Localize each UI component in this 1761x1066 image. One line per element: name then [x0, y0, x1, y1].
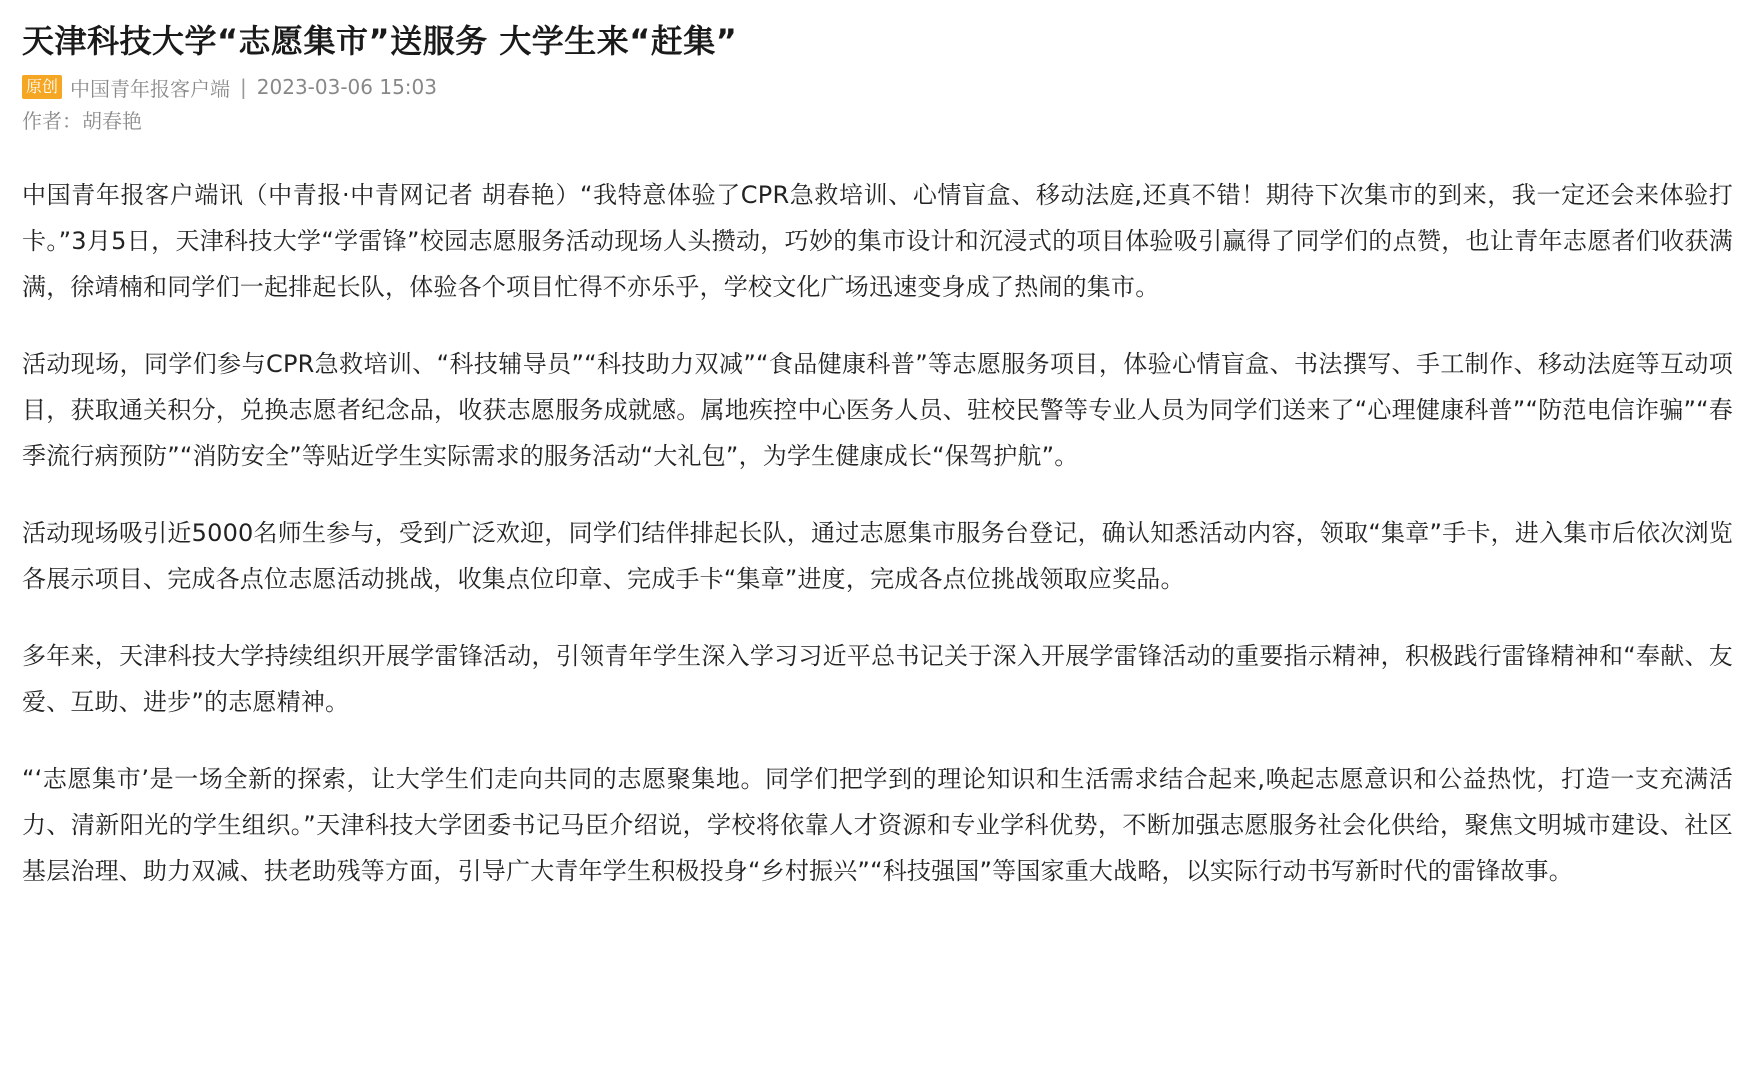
original-badge: 原创 — [22, 75, 62, 99]
article-paragraph: “‘志愿集市’是一场全新的探索，让大学生们走向共同的志愿聚集地。同学们把学到的理论知识和生活需求结合起来,唤起志愿意识和公益热忱，打造一支充满活力、清新阳光的学生组织。”天津科技大学团委书记马臣介绍说，学校将依靠人才资源和专业学科优势，不断加强志愿服务社会化供给，聚焦文明城市建设、社区基层治理、助力双减、扶老助残等方面，引导广大青年学生积极投身“乡村振兴”“科技强国”等国家重大战略，以实际行动书写新时代的雷锋故事。 — [22, 765, 1733, 885]
article-title: 天津科技大学“志愿集市”送服务 大学生来“赶集” — [22, 22, 738, 60]
article-paragraph: 活动现场，同学们参与CPR急救培训、“科技辅导员”“科技助力双减”“食品健康科普”等志愿服务项目，体验心情盲盒、书法撰写、手工制作、移动法庭等互动项目，获取通关积分，兑换志愿者纪念品，收获志愿服务成就感。属地疾控中心医务人员、驻校民警等专业人员为同学们送来了“心理健康科普”“防范电信诈骗”“春季流行病预防”“消防安全”等贴近学生实际需求的服务活动“大礼包”，为学生健康成长“保驾护航”。 — [22, 350, 1733, 470]
author-name: 胡春艳 — [82, 109, 142, 133]
article-author — [22, 104, 1733, 138]
article-meta — [22, 70, 1733, 104]
article-paragraph: 中国青年报客户端讯（中青报·中青网记者 胡春艳）“我特意体验了CPR急救培训、心情盲盒、移动法庭,还真不错！期待下次集市的到来，我一定还会来体验打卡。”3月5日，天津科技大学“学雷锋”校园志愿服务活动现场人头攒动，巧妙的集市设计和沉浸式的项目体验吸引赢得了同学们的点赞，也让青年志愿者们收获满满，徐靖楠和同学们一起排起长队，体验各个项目忙得不亦乐乎，学校文化广场迅速变身成了热闹的集市。 — [22, 181, 1733, 301]
source-link[interactable]: 中国青年报客户端 — [70, 76, 231, 101]
meta-separator: | — [240, 75, 247, 99]
article-paragraph: 多年来，天津科技大学持续组织开展学雷锋活动，引领青年学生深入学习习近平总书记关于深入开展学雷锋活动的重要指示精神，积极践行雷锋精神和“奉献、友爱、互助、进步”的志愿精神。 — [22, 642, 1733, 716]
article-body — [22, 172, 1733, 894]
article-paragraph: 活动现场吸引近5000名师生参与，受到广泛欢迎，同学们结伴排起长队，通过志愿集市服务台登记，确认知悉活动内容，领取“集章”手卡，进入集市后依次浏览各展示项目、完成各点位志愿活动挑战，收集点位印章、完成手卡“集章”进度，完成各点位挑战领取应奖品。 — [22, 519, 1733, 593]
author-label: 作者： — [22, 109, 82, 133]
publish-datetime: 2023-03-06 15:03 — [256, 75, 437, 99]
